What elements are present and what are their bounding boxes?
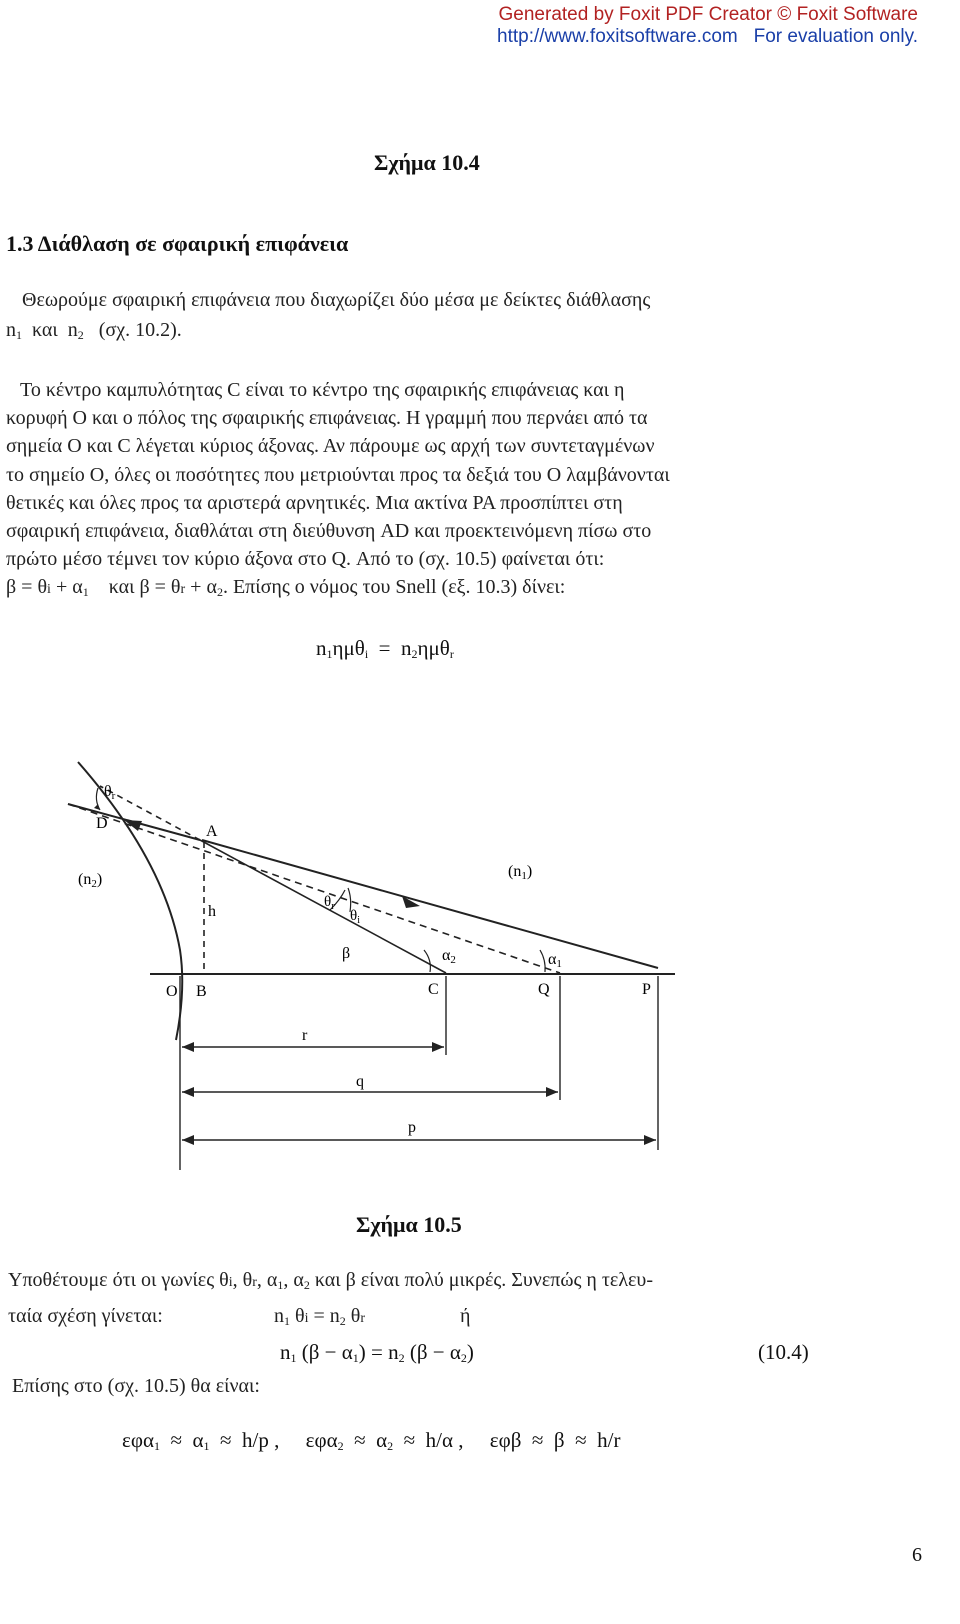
label-theta-i: $\theta_i$ — [350, 908, 360, 926]
para2-last-line: $\beta = \theta i + \alpha_1$ και $\beta = \theta r + \alpha_2$. Επίσης ο νόμος του Snell (εξ. 10.3) δίνει: — [6, 576, 566, 600]
para2 — [6, 376, 826, 607]
watermark-line2 — [497, 26, 918, 48]
page-number: 6 — [912, 1544, 922, 1566]
label-n2: (n2) — [78, 871, 103, 890]
assume-line2: ταία σχέση γίνεται: $n_1$ $\theta i = n_2$ θr ή — [8, 1305, 471, 1328]
para1-line1: Θεωρούμε σφαιρική επιφάνεια που διαχωρίζει δύο μέσα με δείκτες διάθλασης — [22, 289, 651, 311]
para2-line: το σημείο O, όλες οι ποσότητες που μετριούνται προς τα δεξιά του O λαμβάνονται — [6, 463, 670, 486]
equation-number: (10.4) — [758, 1340, 809, 1364]
label-Q: Q — [538, 981, 550, 998]
arc-alpha1 — [540, 950, 545, 972]
para2-line: σφαιρική επιφάνεια, διαθλάται στη διεύθυνση AD και προεκτεινόμενη πίσω στο — [6, 520, 652, 543]
snell-equation: $n_1\eta\mu\theta_i = n_2\eta\mu\theta_r$ — [316, 636, 454, 661]
para2-line: πρώτο μέσο τέμνει τον κύριο άξονα στο Q. Από το (σχ. 10.5) φαίνεται ότι: — [6, 548, 605, 571]
assume-line1: Υποθέτουμε ότι οι γωνίες θi, θr, $\alpha_1$, $\alpha_2$ και β είναι πολύ μικρές. Συνεπώς η τελευ- — [8, 1269, 653, 1292]
label-theta-r-top: θr — [104, 783, 116, 802]
caption-figure: Σχήμα 10.5 — [356, 1212, 462, 1237]
label-alpha1: α1 — [548, 951, 562, 970]
watermark-line1: Generated by Foxit PDF Creator © Foxit Software — [498, 4, 918, 25]
para2-line: θετικές και όλες προς τα αριστερά αρνητικές. Μια ακτίνα PA προσπίπτει στη — [6, 491, 623, 514]
label-theta-r: $\theta_r$ — [324, 894, 335, 912]
ray-extension-Q — [68, 804, 560, 973]
equation-10-4: $n_1$ $(\beta - \alpha_1) = n_2$ $(\beta - \alpha_2)$ — [280, 1340, 474, 1365]
approximations: $\varepsilon\varphi\alpha_1 \approx \alpha_1 \approx h/p$ , $\varepsilon\varphi\alpha_2 \approx \alpha_2 \approx h/\alpha$ , εφβ ≈ β ≈ h/r — [122, 1428, 621, 1453]
ray-incident-PA — [202, 840, 658, 968]
figure-refraction-diagram — [0, 740, 735, 1210]
label-C: C — [428, 981, 439, 998]
caption-top: Σχήμα 10.4 — [374, 150, 480, 175]
section-title: 1.3 Διάθλαση σε σφαιρική επιφάνεια — [6, 231, 349, 256]
para1-line2: $n_1$ και $n_2$ (σχ. 10.2). — [6, 319, 182, 342]
para2-line: κορυφή O και ο πόλος της σφαιρικής επιφάνειας. Η γραμμή που περνάει από τα — [6, 407, 648, 430]
watermark-url[interactable]: http://www.foxitsoftware.com — [497, 26, 738, 47]
label-A: A — [206, 823, 218, 840]
label-r: r — [302, 1027, 308, 1044]
para2-line: Το κέντρο καμπυλότητας C είναι το κέντρο της σφαιρικής επιφάνειας και η — [20, 379, 625, 401]
label-beta: β — [342, 945, 351, 962]
also-text: Επίσης στο (σχ. 10.5) θα είναι: — [12, 1375, 260, 1397]
label-h: h — [208, 903, 216, 920]
label-B: B — [196, 983, 207, 1000]
label-q: q — [356, 1073, 364, 1090]
label-alpha2: α2 — [442, 947, 456, 966]
label-O: O — [166, 983, 178, 1000]
label-n1: (n1) — [508, 863, 533, 882]
para2-line: σημεία O και C λέγεται κύριος άξονας. Αν πάρουμε ως αρχή των συντεταγμένων — [6, 435, 655, 458]
label-p: p — [408, 1119, 416, 1136]
watermark — [497, 4, 918, 48]
watermark-note: For evaluation only. — [753, 26, 918, 47]
label-D: D — [96, 815, 108, 832]
label-P: P — [642, 981, 651, 998]
